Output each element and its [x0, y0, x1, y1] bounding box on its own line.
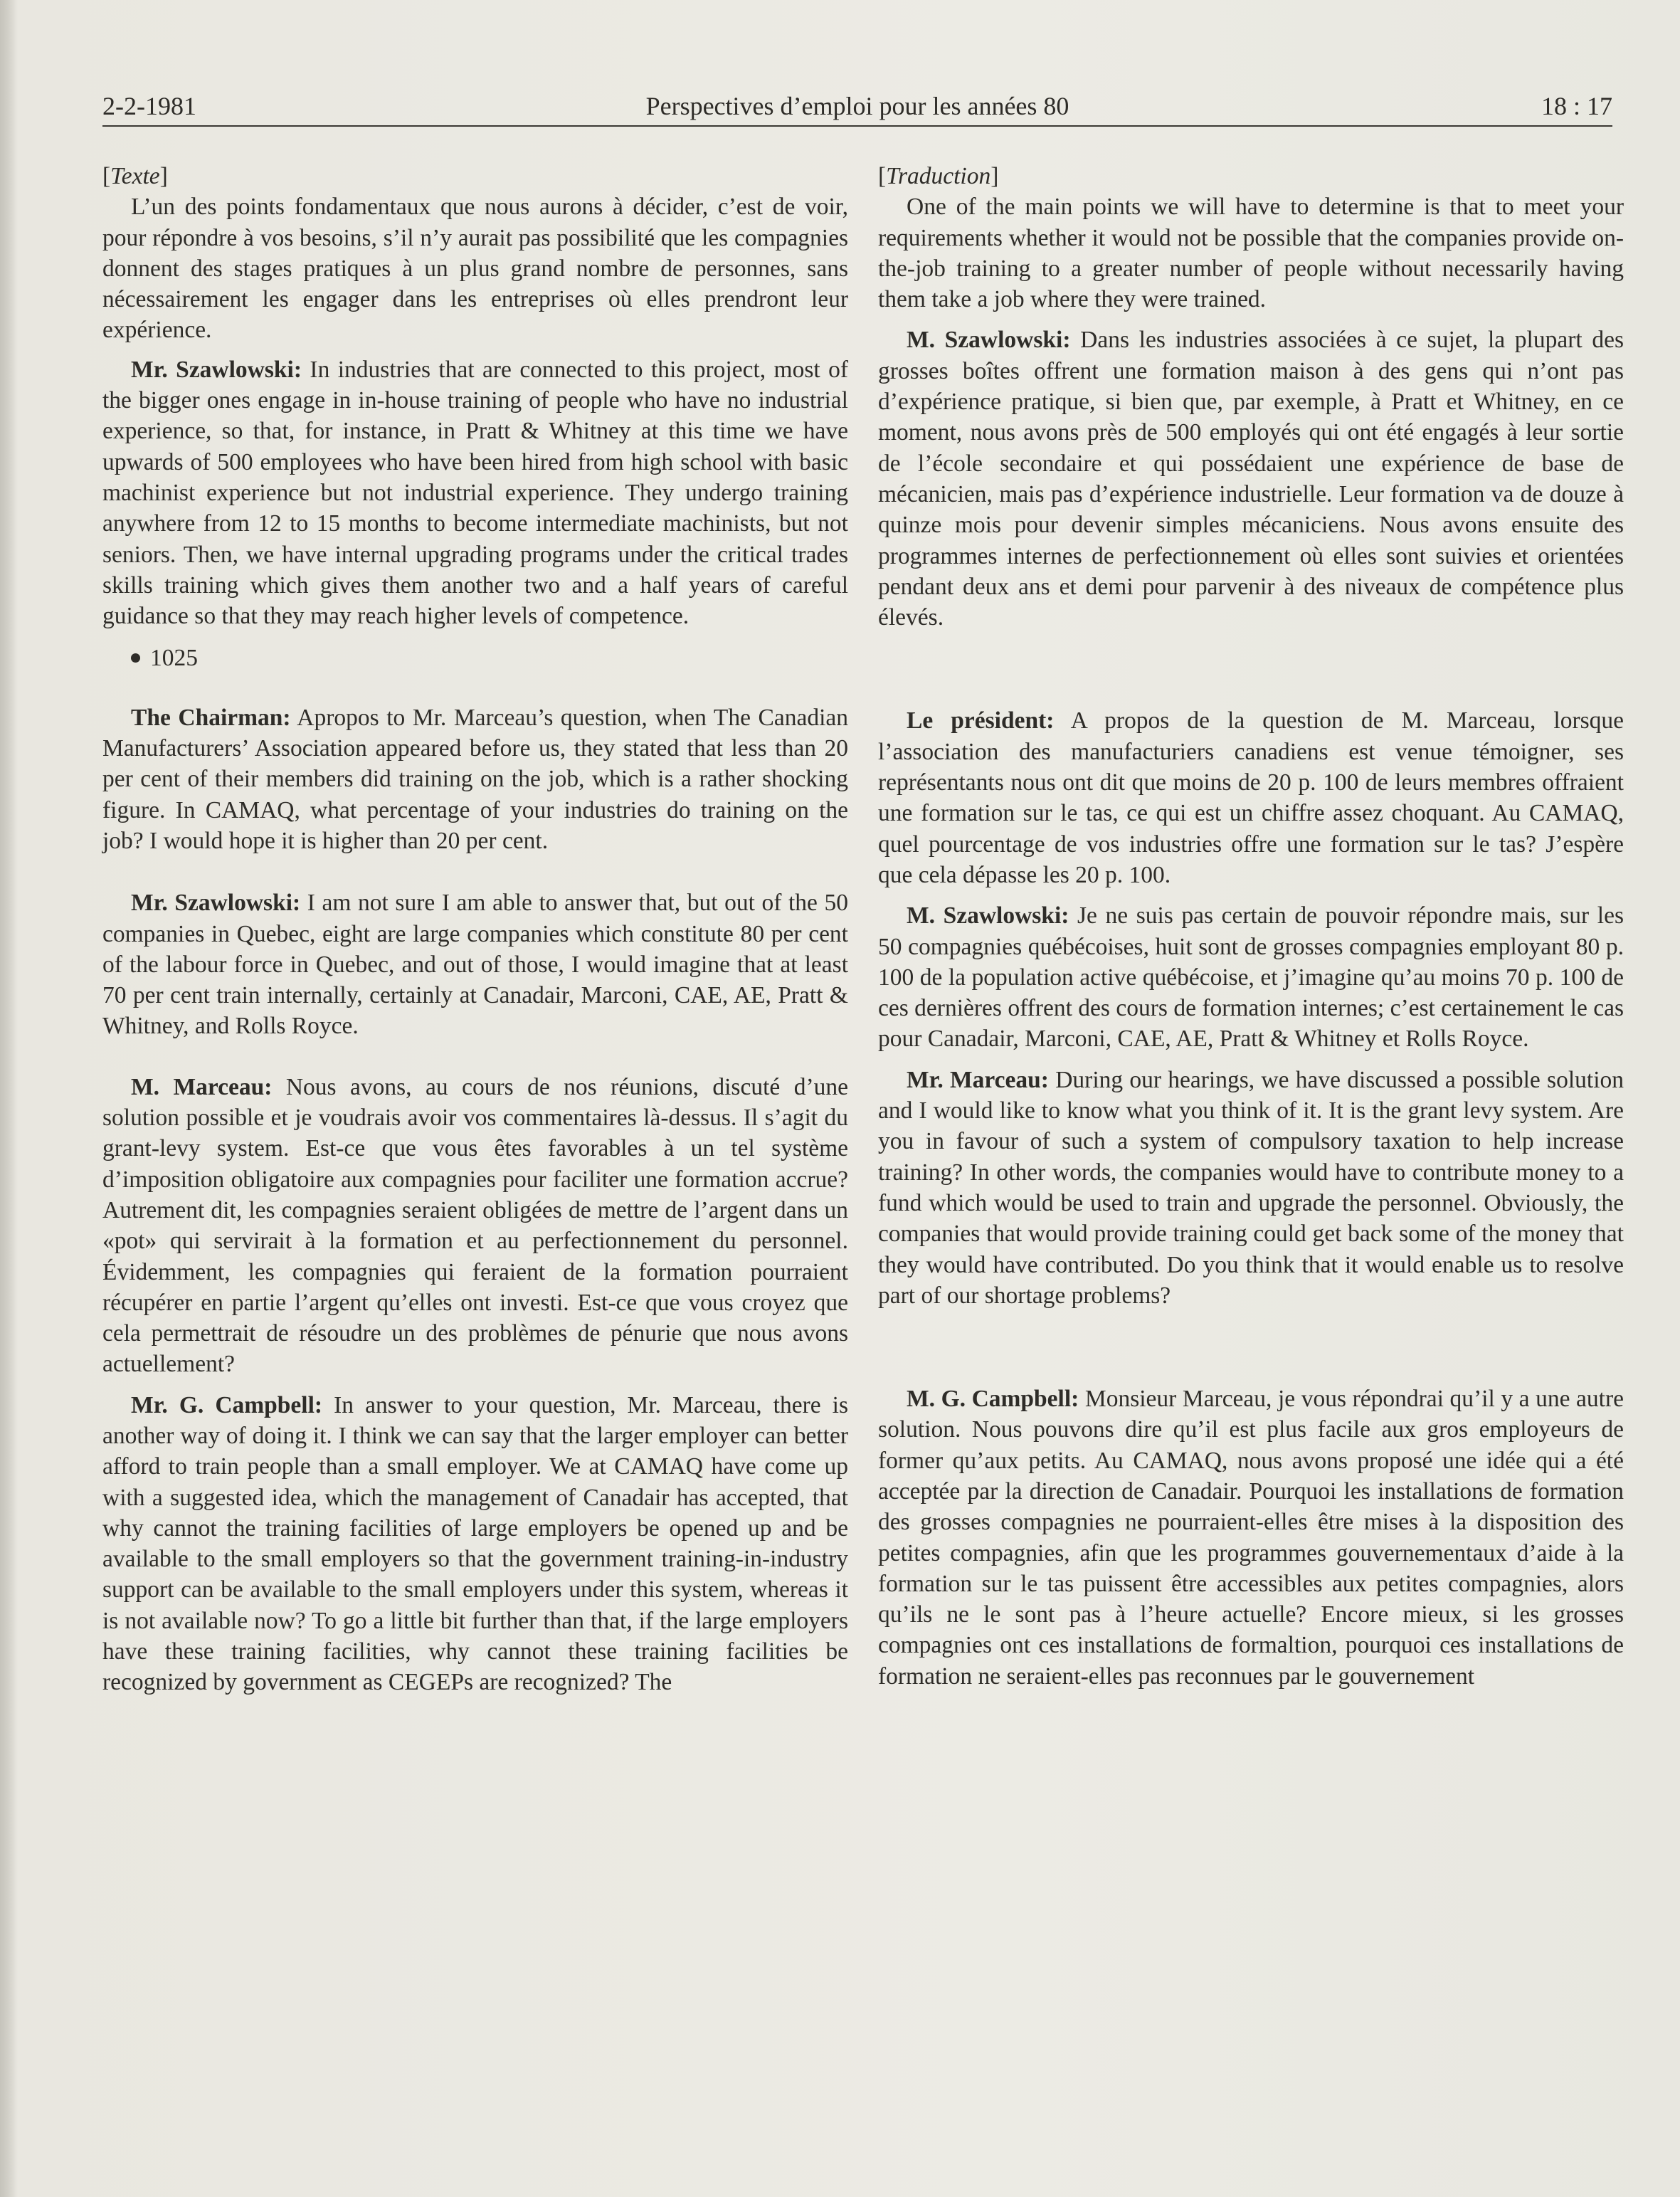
header-title: Perspectives d’emploi pour les années 80	[645, 92, 1069, 120]
left-paragraph-2: Mr. Szawlowski: In industries that are connected to this project, most of the bigger ones engage in in-house training of people who have no industrial experience, so that, for instance, in Pratt & Whitney at this time we have upwards of 500 employees who have been hired from high school with basic machinist experience but not industrial experience. They undergo training anywhere from 12 to 15 months to become intermediate machinists, but not seniors. Then, we have internal upgrading programs under the critical trades skills training which gives them another two and a half years of careful guidance so that they may reach higher levels of competence.	[102, 356, 848, 630]
left-paragraph-1: L’un des points fondamentaux que nous aurons à décider, c’est de voir, pour répondre à vos besoins, s’il n’y aurait pas possibilité que les compagnies donnent des stages pratiques à un plus grand nombre de personnes, sans nécessairement les engager dans les entreprises où elles prendront leur expérience.	[102, 194, 848, 344]
left-paragraph-4: Mr. Szawlowski: I am not sure I am able to answer that, but out of the 50 companies in Quebec, eight are large companies which constitute 80 per cent of the labour force in Quebec, and out of those, I would imagine that at least 70 per cent train internally, certainly at Canadair, Marconi, CAE, AE, Pratt & Whitney, and Rolls Royce.	[102, 890, 848, 1040]
right-paragraph-6: M. G. Campbell: Monsieur Marceau, je vous répondrai qu’il y a une autre solution. Nous pouvons dire qu’il est plus facile aux gros employeurs de former qu’aux petits. Au CAMAQ, nous avons proposé une idée qui a été acceptée par la direction de Canadair. Pourquoi les installations de formation des grosses compagnies ne pourraient-elles être mises à la disposition des petites compagnies, afin que les programmes gouvernementaux d’aide à la formation sur le tas puissent être accessibles aux petites compagnies, alors qu’ils ne le sont pas à l’heure actuelle? Encore mieux, si les grosses compagnies ont ces installations de formaltion, pourquoi ces installations de formation ne seraient-elles pas reconnues par le gouvernement	[878, 1386, 1624, 1690]
right-language-tag: [Traduction]	[878, 163, 999, 189]
running-header	[102, 87, 1612, 125]
left-paragraph-3: The Chairman: Apropos to Mr. Marceau’s question, when The Canadian Manufacturers’ Association appeared before us, they stated that less than 20 per cent of their members did training on the job, which is a rather shocking figure. In CAMAQ, what percentage of your industries do training on the job? I would hope it is higher than 20 per cent.	[102, 704, 848, 854]
header-rule	[102, 125, 1612, 127]
binding-shadow	[0, 0, 17, 2197]
speaker-name: M. G. Campbell:	[907, 1386, 1079, 1413]
speaker-name: Le président:	[907, 707, 1055, 734]
right-paragraph-3: Le président: A propos de la question de M. Marceau, lorsque l’association des manufacturiers canadiens est venue témoigner, ses représentants nous ont dit que moins de 20 p. 100 de leurs membres offraient une formation sur le tas, ce qui est un chiffre assez choquant. Au CAMAQ, quel pourcentage de vos industries offre une formation sur le tas? J’espère que cela dépasse les 20 p. 100.	[878, 707, 1624, 888]
header-page-number: 18 : 17	[1541, 92, 1612, 120]
right-paragraph-2: M. Szawlowski: Dans les industries associées à ce sujet, la plupart des grosses boîtes offrent une formation maison à des gens qui n’ont pas d’expérience pratique, si bien que, par exemple, à Pratt et Whitney, en ce moment, nous avons près de 500 employés qui ont été engagés à leur sortie de l’école secondaire et qui possédaient une expérience de base de mécanicien, mais pas d’expérience industrielle. Leur formation va de douze à quinze mois pour devenir simples mécaniciens. Nous avons ensuite des programmes internes de perfectionnement où elles sont suivies et orientées pendant deux ans et demi pour parvenir à des niveaux de compétence plus élevés.	[878, 327, 1624, 631]
speaker-name: The Chairman:	[131, 704, 291, 731]
left-language-tag: [Texte]	[102, 163, 168, 189]
speaker-name: Mr. G. Campbell:	[131, 1391, 323, 1418]
right-column	[878, 161, 1624, 1692]
left-column	[102, 161, 848, 1698]
speaker-name: M. Szawlowski:	[907, 327, 1071, 354]
header-date: 2-2-1981	[102, 92, 196, 120]
speaker-name: Mr. Marceau:	[907, 1066, 1049, 1093]
right-paragraph-1: One of the main points we will have to determine is that to meet your requirements whether it would not be possible that the companies provide on-the-job training to a greater number of people without necessarily having them take a job where they were trained.	[878, 194, 1624, 313]
left-paragraph-6: Mr. G. Campbell: In answer to your question, Mr. Marceau, there is another way of doing it. I think we can say that the larger employer can better afford to train people than a small employer. We at CAMAQ have come up with a suggested idea, which the management of Canadair has accepted, that why cannot the training facilities of large employers be opened up and be available to the small employers so that the government training-in-industry support can be available to the small employers under this system, whereas it is not available now? To go a little bit further than that, if the large employers have these training facilities, why cannot these training facilities be recognized by government as CEGEPs are recognized? The	[102, 1391, 848, 1696]
speaker-name: M. Marceau:	[131, 1073, 273, 1100]
left-paragraph-5: M. Marceau: Nous avons, au cours de nos réunions, discuté d’une solution possible et je voudrais avoir vos commentaires là-dessus. Il s’agit du grant-levy system. Est-ce que vous êtes favorables à un tel système d’imposition obligatoire aux compagnies pour faciliter une formation accrue? Autrement dit, les compagnies seraient obligées de mettre de l’argent dans un «pot» qui servirait à la formation et au perfectionnement du personnel. Évidemment, les compagnies qui feraient de la formation pourraient récupérer en partie l’argent qu’elles ont investi. Est-ce que vous croyez que cela permettrait de résoudre un des problèmes de pénurie que nous avons actuellement?	[102, 1073, 848, 1378]
right-paragraph-4: M. Szawlowski: Je ne suis pas certain de pouvoir répondre mais, sur les 50 compagnies québécoises, huit sont de grosses compagnies employant 80 p. 100 de la population active québécoise, et j’imagine qu’au moins 70 p. 100 de ces dernières offrent des cours de formation internes; c’est certainement le cas pour Canadair, Marconi, CAE, AE, Pratt & Whitney et Rolls Royce.	[878, 902, 1624, 1053]
right-paragraph-5: Mr. Marceau: During our hearings, we have discussed a possible solution and I would like to know what you think of it. It is the grant levy system. Are you in favour of such a system of compulsory taxation to help increase training? In other words, the companies would have to contribute money to a fund which would be used to train and upgrade the personnel. Obviously, the companies that would provide training could get back some of the money that they would have contributed. Do you think that it would enable us to resolve part of our shortage problems?	[878, 1066, 1624, 1309]
speaker-name: M. Szawlowski:	[907, 902, 1069, 929]
speaker-name: Mr. Szawlowski:	[131, 890, 301, 917]
speaker-name: Mr. Szawlowski:	[131, 356, 302, 383]
bullet-icon	[131, 653, 140, 663]
timestamp-marker: 1025	[102, 643, 848, 673]
